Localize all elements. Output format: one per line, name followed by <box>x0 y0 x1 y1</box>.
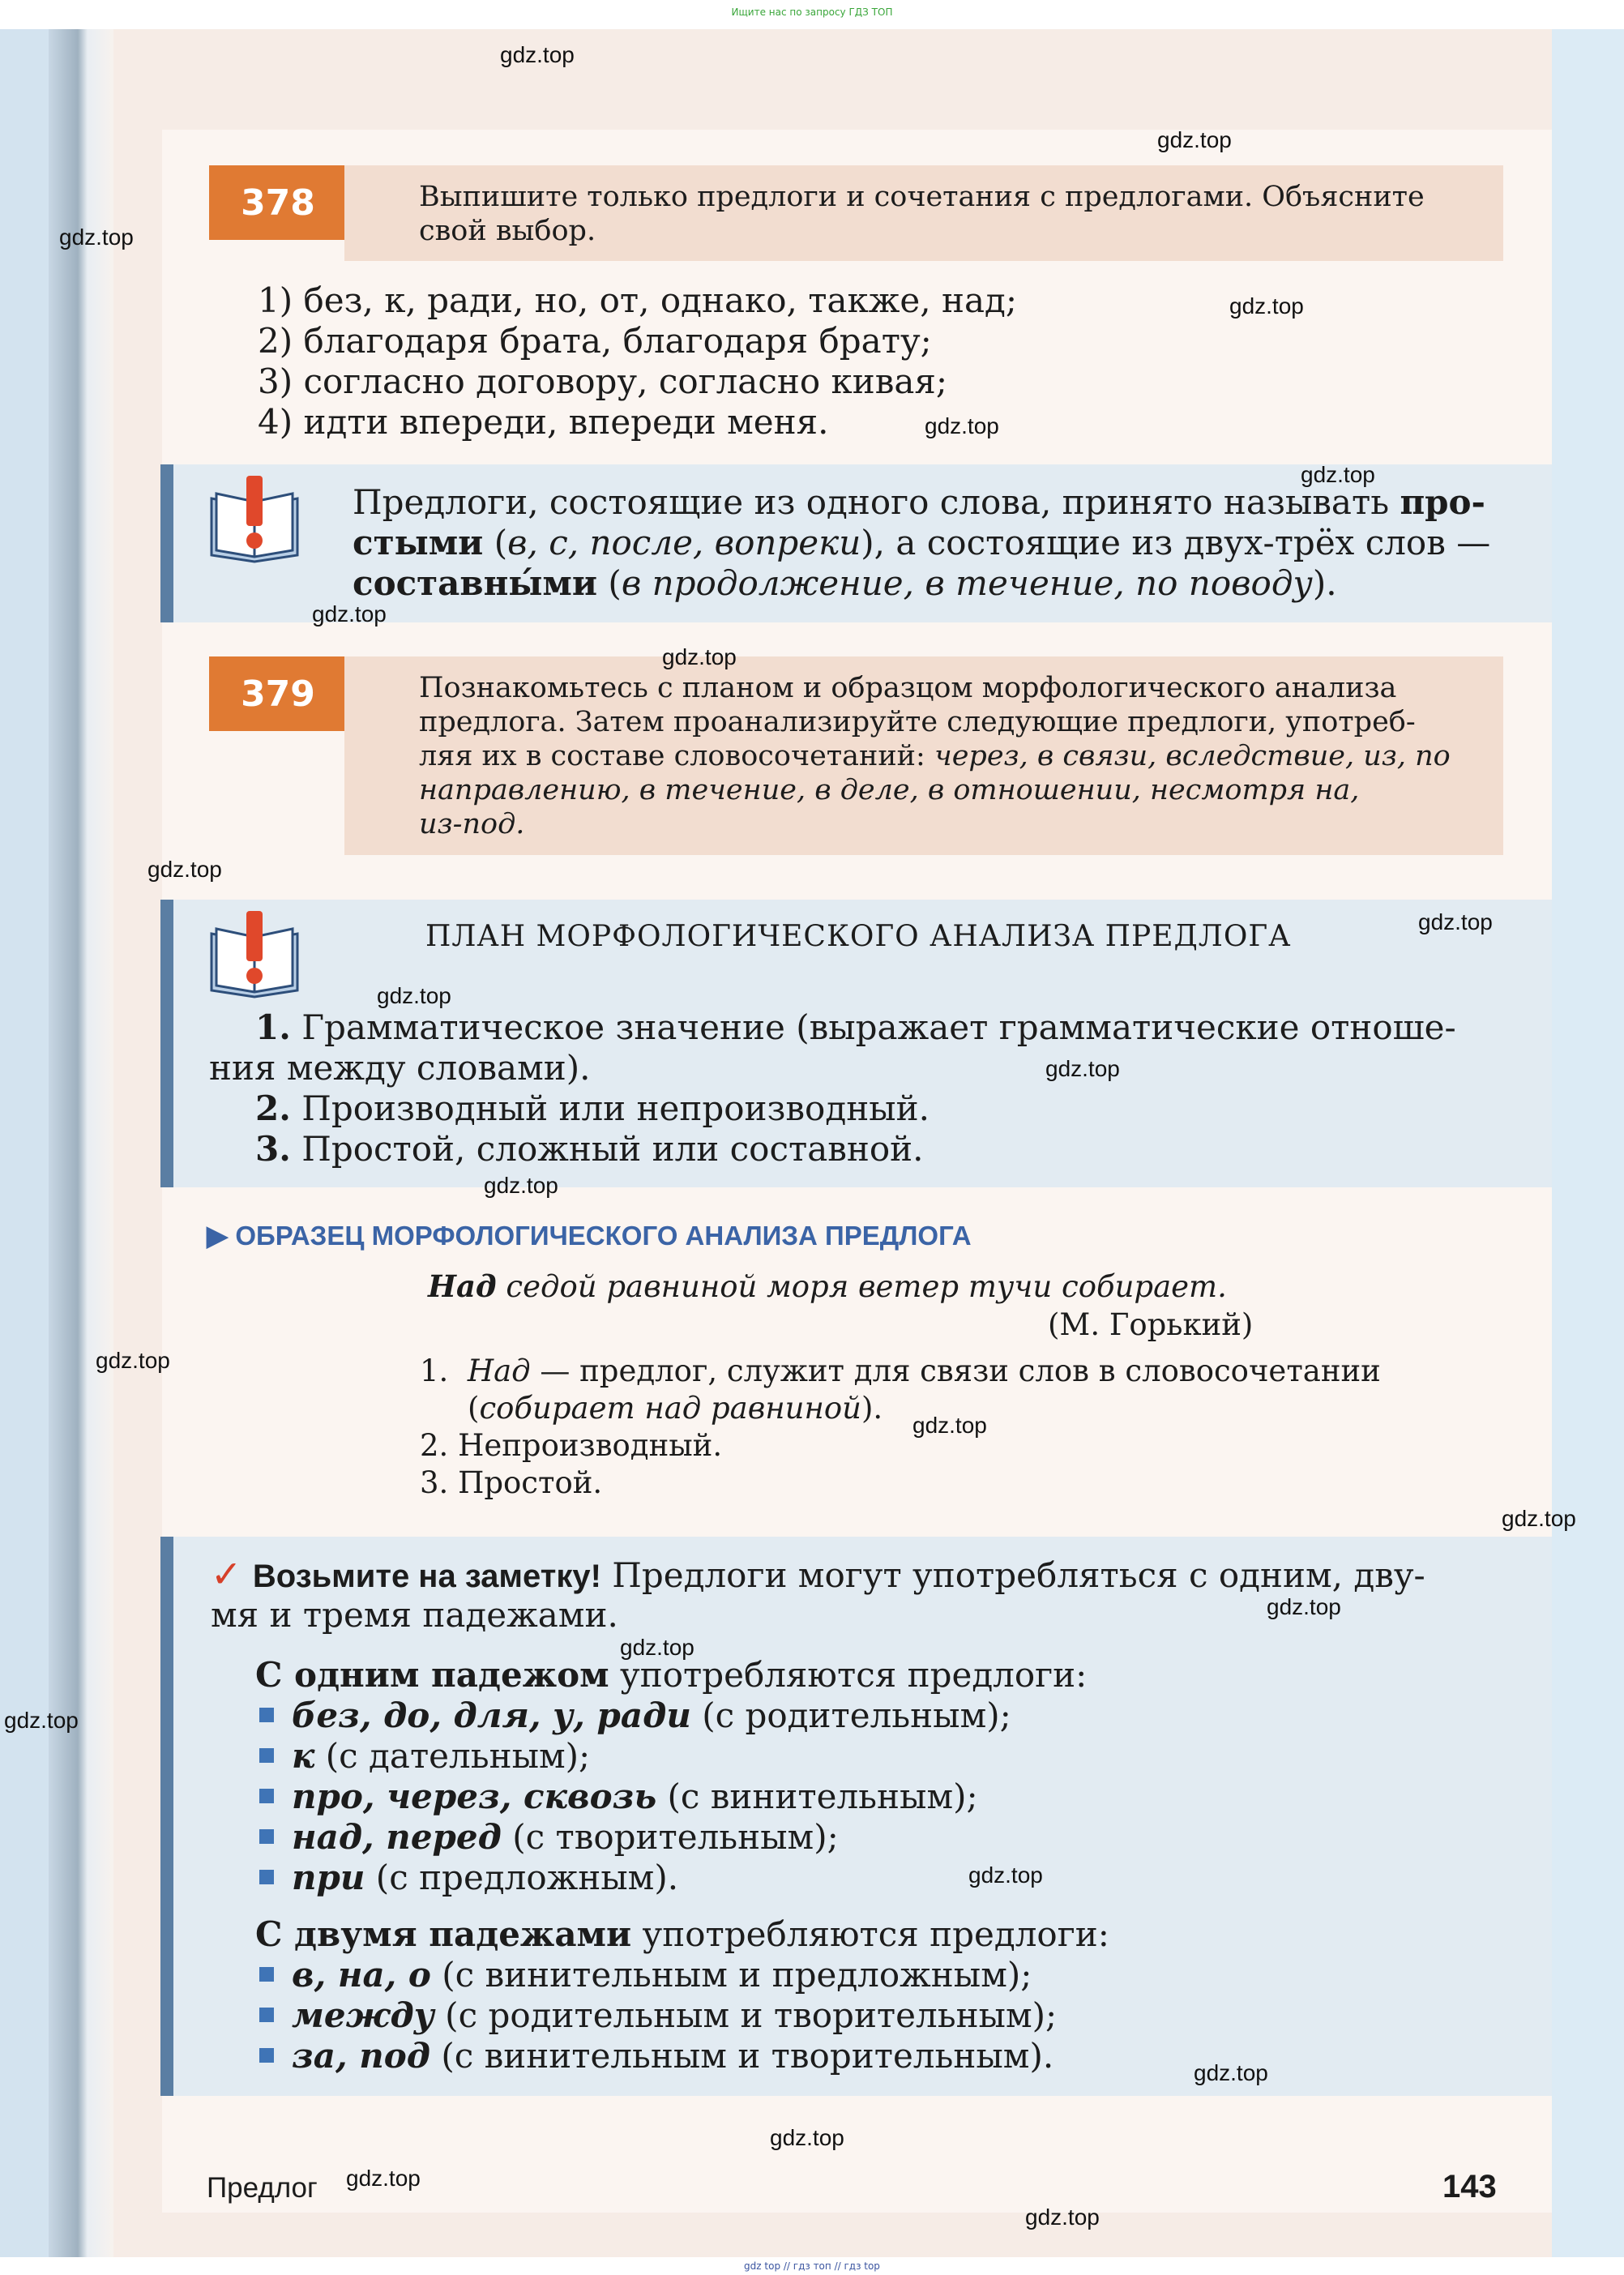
sample-preposition: Над <box>467 1353 531 1388</box>
bottom-hint: gdz top // гдз топ // гдз top <box>744 2260 880 2272</box>
rule-term-compound: составны́ми <box>353 563 598 603</box>
note-line-2: мя и тремя падежами. <box>211 1595 618 1635</box>
preposition-list: между <box>292 1995 434 2035</box>
preposition-list: над, перед <box>292 1817 502 1857</box>
exercise-378-task <box>344 165 1503 261</box>
rule-text-part: ). <box>1312 563 1337 603</box>
preposition-list: при <box>292 1858 365 1897</box>
watermark: gdz.top <box>1194 2060 1268 2085</box>
exercise-378-task-line: Выпишите только предлоги и сочетания с предлогами. Объясните <box>419 181 1425 213</box>
sample-analysis-line-1 <box>420 1353 1381 1389</box>
preposition-list: за, под <box>292 2036 431 2076</box>
attention-book-icon <box>207 909 302 999</box>
watermark: gdz.top <box>1301 462 1375 487</box>
exercise-379-prepositions: из-под. <box>419 808 525 840</box>
square-bullet-icon <box>259 1708 274 1722</box>
note-text: Предлоги могут употребляться с одним, дву- <box>600 1555 1425 1595</box>
watermark: gdz.top <box>770 2125 844 2150</box>
watermark: gdz.top <box>96 1348 170 1373</box>
checkmark-icon: ✓ <box>211 1552 242 1596</box>
case-note: (с родительным и творительным); <box>434 1995 1058 2035</box>
square-bullet-icon <box>259 1789 274 1803</box>
triangle-marker-icon: ▶ <box>207 1221 229 1251</box>
plan-item-number: 1. <box>255 1007 291 1047</box>
one-case-heading <box>255 1655 1087 1696</box>
list-item <box>259 1817 839 1858</box>
watermark: gdz.top <box>912 1413 987 1438</box>
list-item <box>259 1736 590 1777</box>
sample-quote <box>428 1268 1227 1305</box>
sample-analysis-line-1-cont <box>468 1391 883 1426</box>
sample-line-text: ( <box>468 1391 480 1426</box>
sample-title-text: ОБРАЗЕЦ МОРФОЛОГИЧЕСКОГО АНАЛИЗА ПРЕДЛОГА <box>235 1221 972 1251</box>
watermark: gdz.top <box>377 983 451 1008</box>
list-item: 4) идти впереди, впереди меня. <box>258 402 829 442</box>
square-bullet-icon <box>259 1967 274 1982</box>
rule-term-simple: стыми <box>353 523 484 562</box>
exercise-379-prepositions: через, в связи, вследствие, из, по <box>934 740 1451 772</box>
plan-item-number: 3. <box>255 1129 291 1169</box>
book-spine <box>49 29 113 2258</box>
rule-text-part: ( <box>597 563 622 603</box>
exercise-379-task-line: Познакомьтесь с планом и образцом морфологического анализа <box>419 672 1397 704</box>
exercise-379-task-line: предлога. Затем проанализируйте следующие предлоги, употреб- <box>419 706 1416 738</box>
square-bullet-icon <box>259 2008 274 2022</box>
exercise-379-task <box>344 656 1503 855</box>
one-case-heading-text: употребляются предлоги: <box>609 1655 1088 1695</box>
list-item <box>259 1777 978 1817</box>
watermark: gdz.top <box>1418 909 1493 934</box>
rule-text-simple-compound <box>353 482 1503 604</box>
plan-item-text: Грамматическое значение (выражает грамматические отноше- <box>290 1007 1456 1047</box>
preposition-list: в, на, о <box>292 1955 431 1995</box>
preposition-list: без, до, для, у, ради <box>292 1696 691 1735</box>
scan-right-edge <box>1552 29 1624 2258</box>
watermark: gdz.top <box>925 413 999 438</box>
note-line-1 <box>211 1552 1425 1596</box>
rule-text-part: ( <box>483 523 508 562</box>
list-item <box>259 1696 1011 1736</box>
plan-item-2 <box>255 1088 930 1129</box>
preposition-list: к <box>292 1736 315 1776</box>
list-item: 3) согласно договору, согласно кивая; <box>258 361 948 401</box>
scan-left-edge <box>0 29 49 2258</box>
sample-line-number: 1. <box>420 1353 449 1388</box>
rule-term-simple-part: про- <box>1400 482 1485 522</box>
plan-title: ПЛАН МОРФОЛОГИЧЕСКОГО АНАЛИЗА ПРЕДЛОГА <box>425 920 1292 953</box>
watermark: gdz.top <box>620 1635 694 1660</box>
watermark: gdz.top <box>662 644 737 669</box>
exercise-379-task-line <box>419 739 1471 773</box>
plan-item-text: Производный или непроизводный. <box>290 1088 930 1128</box>
list-item <box>259 2036 1053 2076</box>
exercise-379-number: 379 <box>209 656 347 731</box>
footer-section-title: Предлог <box>207 2172 318 2204</box>
rule-example: в, с, после, вопреки <box>507 523 861 562</box>
case-note: (с винительным и предложным); <box>430 1955 1032 1995</box>
exercise-378-number: 378 <box>209 165 347 240</box>
watermark: gdz.top <box>312 601 387 626</box>
sample-quote-text: седой равниной моря ветер тучи собирает. <box>496 1269 1227 1304</box>
plan-item-number: 2. <box>255 1088 291 1128</box>
case-note: (с винительным); <box>656 1777 978 1816</box>
square-bullet-icon <box>259 1829 274 1844</box>
sample-title <box>207 1220 972 1252</box>
bottom-hint-strip <box>0 2257 1624 2275</box>
list-item <box>259 1995 1057 2036</box>
list-item <box>259 1858 678 1898</box>
top-hint-strip <box>0 0 1624 29</box>
watermark: gdz.top <box>1502 1506 1576 1531</box>
exercise-379-task-text: ляя их в составе словосочетаний: <box>419 740 934 772</box>
sample-line-text: — предлог, служит для связи слов в словосочетании <box>530 1353 1381 1388</box>
sample-analysis-line-3: 3. Простой. <box>420 1465 603 1500</box>
top-hint: Ищите нас по запросу ГДЗ ТОП <box>731 6 893 18</box>
watermark: gdz.top <box>484 1173 558 1198</box>
case-note: (с творительным); <box>501 1817 839 1857</box>
watermark: gdz.top <box>1025 2204 1100 2230</box>
page-number: 143 <box>1442 2169 1497 2204</box>
preposition-list: про, через, сквозь <box>292 1777 657 1816</box>
case-note: (с винительным и творительным). <box>430 2036 1054 2076</box>
sample-analysis-line-2: 2. Непроизводный. <box>420 1428 723 1463</box>
note-heading: Возьмите на заметку! <box>252 1559 601 1594</box>
attention-book-icon <box>207 474 302 563</box>
sample-author: (М. Горький) <box>1048 1307 1254 1342</box>
two-case-heading-bold: С двумя падежами <box>255 1914 632 1954</box>
watermark: gdz.top <box>147 857 222 882</box>
rule-text-part: ), а состоящие из двух-трёх слов — <box>861 523 1491 562</box>
watermark: gdz.top <box>968 1862 1043 1888</box>
rule-example: в продолжение, в течение, по поводу <box>621 563 1313 603</box>
case-note: (с родительным); <box>690 1696 1011 1735</box>
plan-item-text: Простой, сложный или составной. <box>290 1129 924 1169</box>
sample-quote-preposition: Над <box>428 1268 497 1304</box>
sample-phrase: собирает над равниной <box>479 1391 861 1426</box>
square-bullet-icon <box>259 1748 274 1763</box>
two-case-heading-text: употребляются предлоги: <box>631 1914 1109 1954</box>
watermark: gdz.top <box>500 42 575 67</box>
exercise-378-task-line: свой выбор. <box>419 215 596 247</box>
watermark: gdz.top <box>346 2166 421 2191</box>
watermark: gdz.top <box>1157 127 1232 152</box>
watermark: gdz.top <box>1045 1056 1120 1081</box>
one-case-heading-bold: С одним падежом <box>255 1655 609 1695</box>
rule-text-part: Предлоги, состоящие из одного слова, принято называть <box>353 482 1400 522</box>
exercise-379-prepositions: направлению, в течение, в деле, в отношении, несмотря на, <box>419 774 1360 806</box>
case-note: (с предложным). <box>365 1858 679 1897</box>
exercise-378-items <box>258 280 1017 443</box>
case-note: (с дательным); <box>314 1736 591 1776</box>
watermark: gdz.top <box>59 225 134 250</box>
plan-item-1 <box>255 1007 1456 1048</box>
sample-line-text: ). <box>861 1391 883 1426</box>
watermark: gdz.top <box>1229 293 1304 319</box>
list-item: 1) без, к, ради, но, от, однако, также, над; <box>258 280 1018 320</box>
list-item: 2) благодаря брата, благодаря брату; <box>258 321 932 361</box>
watermark: gdz.top <box>1267 1594 1341 1619</box>
square-bullet-icon <box>259 1870 274 1884</box>
plan-item-1-cont: ния между словами). <box>209 1048 591 1088</box>
watermark: gdz.top <box>4 1708 79 1733</box>
plan-item-3 <box>255 1129 924 1170</box>
list-item <box>259 1955 1032 1995</box>
two-case-heading <box>255 1914 1109 1955</box>
square-bullet-icon <box>259 2048 274 2063</box>
